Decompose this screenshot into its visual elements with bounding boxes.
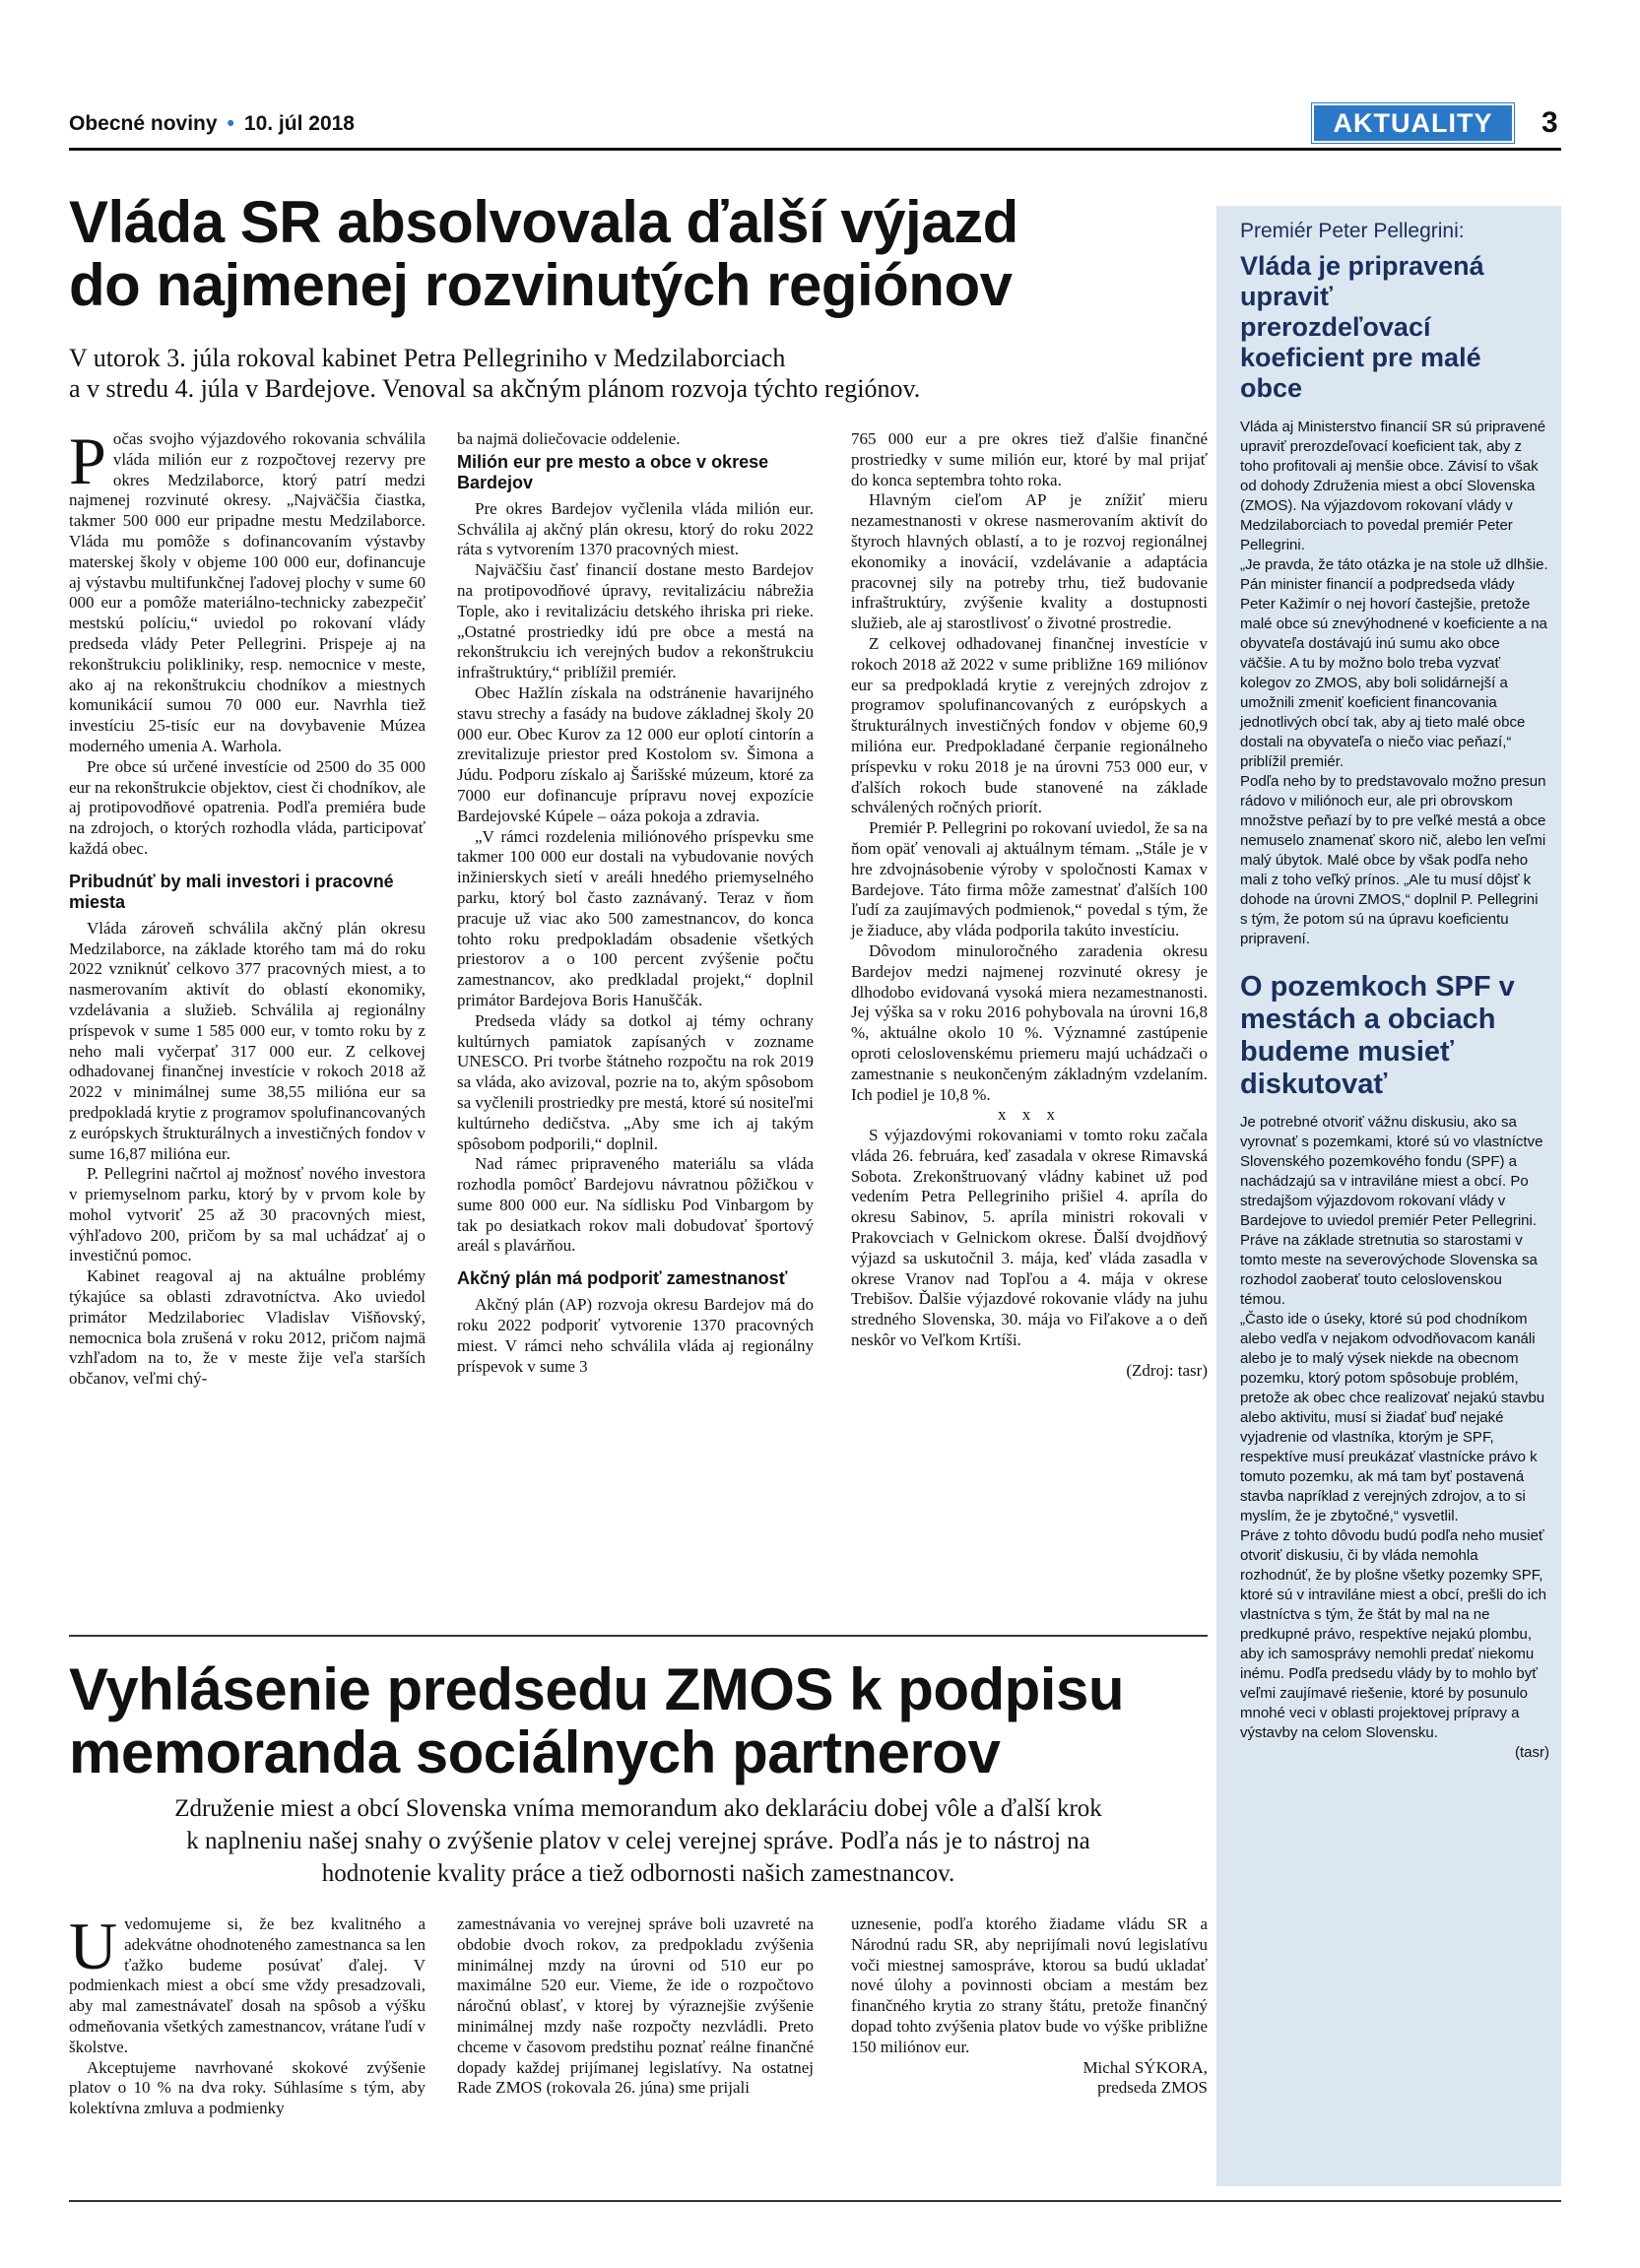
main-headline [69, 191, 1208, 317]
paragraph: Akčný plán (AP) rozvoja okresu Bardejov má do roku 2022 podporiť vytvorenie 1370 pracovných miest. V rámci neho schválila vláda aj regionálny príspevok v sume 3 [457, 1295, 814, 1376]
page-number: 3 [1542, 106, 1558, 139]
sidebar-paragraph: Vláda aj Ministerstvo financií SR sú pripravené upraviť prerozdeľovací koeficient tak, aby z toho profitovali aj menšie obce. Závisí to však od dohody Združenia miest a obcí Slovenska (ZMOS). Na výjazdovom rokovaní vlády v Medzilaborciach to povedal premiér Peter Pellegrini. [1240, 419, 1546, 553]
main-column-2 [457, 429, 814, 1377]
paragraph: uznesenie, podľa ktorého žiadame vládu SR a Národnú radu SR, aby neprijímali novú legislatívu voči miestnej samospráve, ktorou sa budú ukladať nové úlohy a povinnosti obciam a mestám bez finančného krytia zo strany štátu, pretože finančný dopad tohto zvýšenia platov bude vo výške približne 150 miliónov eur. [851, 1914, 1208, 2056]
sidebar-title-2: O pozemkoch SPF v mestách a obciach budeme musieť diskutovať [1240, 971, 1515, 1100]
source-credit: (Zdroj: tasr) [1126, 1360, 1208, 1380]
headline-line: Vláda SR absolvovala ďalší výjazd [69, 189, 1018, 255]
signature-name: Michal SÝKORA, [1082, 2057, 1208, 2077]
paragraph: S výjazdovými rokovaniami v tomto roku začala vláda 26. februára, keď zasadala v okrese Rimavská Sobota. Zrekonštruovaný vládny kabinet už pod vedením Petra Pellegriniho prišiel 4. apríla do okresu Sabinov, 5. apríla ministri rokovali v Prakovciach v Gelnickom okrese. Ďalší dvojdňový výjazd sa uskutočnil 3. mája, keď vláda zasadla v okrese Vranov nad Topľou a 4. mája v okrese Trebišov. Ďalšie výjazdové rokovanie vlády na juhu stredného Slovenska, 30. mája vo Fiľakove a o deň neskôr vo Veľkom Krtíši. [851, 1126, 1208, 1350]
lead-line: a v stredu 4. júla v Bardejove. Venoval sa akčným plánom rozvoja týchto regiónov. [69, 374, 921, 403]
drop-cap: P [69, 423, 106, 498]
article-divider [69, 1635, 1208, 1637]
paragraph: P. Pellegrini načrtol aj možnosť nového investora v priemyselnom parku, ktorý by v prvom kole by mohol vytvoriť 25 až 30 pracovných miest, výhľadovo 200, pričom by sa mal uchádzať aj o investičnú pomoc. [69, 1164, 426, 1265]
lead-line: k naplneniu našej snahy o zvýšenie platov v celej verejnej správe. Podľa nás je to nástroj na [186, 1828, 1090, 1854]
main-lead [69, 343, 1208, 404]
header-rule [69, 148, 1561, 151]
sidebar-paragraph: „Je pravda, že táto otázka je na stole už dlhšie. Pán minister financií a podpredseda vlády Peter Kažimír o nej hovorí častejšie, pretože malé obce sú znevýhodnené v koeficiente a na obyvateľa dostávajú inú sumu ako obce väčšie. A tu by možno bolo treba vyzvať kolegov zo ZMOS, aby boli solidárnejší a umožnili zmeniť koeficient financovania jednotlivých obcí tak, aby aj tieto malé obce dostali na obyvateľa o niečo viac peňazí,“ priblížil premiér. [1240, 556, 1548, 770]
paragraph [69, 423, 426, 757]
lead-line: hodnotenie kvality práce a tiež odbornosti našich zamestnancov. [321, 1860, 955, 1887]
publication-name: Obecné noviny [69, 112, 218, 135]
paragraph: Dôvodom minuloročného zaradenia okresu Bardejov medzi najmenej rozvinuté okresy je dlhodobo evidovaná vysoká miera nezamestnanosti. Jej výška sa v roku 2016 pohybovala na úrovni 16,8 %, aktuálne okolo 10 %. Významné zastúpenie oproti celoslovenskému priemeru majú uchádzači o zamestnanie s neukončeným základným vzdelaním. Ich podiel je 10,8 %. [851, 940, 1208, 1104]
main-column-3 [851, 429, 1208, 1382]
page-header [69, 106, 1561, 142]
signature-role: predseda ZMOS [1097, 2078, 1208, 2098]
lower-column-1 [69, 1909, 426, 2119]
paragraph: Obec Hažlín získala na odstránenie havarijného stavu strechy a fasády na budove základnej školy 20 000 eur. Obec Kurov za 12 000 eur oplotí cintorín a zrevitalizuje priestor pred Kostolom sv. Šimona a Júdu. Podporu získalo aj Šarišské múzeum, ktoré za 7000 eur dofinancuje prípravu novej expozície Bardejovské Kúpele – oáza pokoja a zdravia. [457, 682, 814, 825]
headline-line: do najmenej rozvinutých regiónov [69, 252, 1013, 318]
sidebar [1216, 206, 1561, 2186]
headline-line: memoranda sociálnych partnerov [69, 1719, 1001, 1785]
subheading: Pribudnúť by mali investori i pracovné miesta [69, 871, 394, 912]
headline-line: Vyhlásenie predsedu ZMOS k podpisu [69, 1656, 1124, 1722]
main-column-1 [69, 423, 426, 1390]
sidebar-paragraph: „Často ide o úseky, ktoré sú pod chodníkom alebo vedľa v nejakom odvodňovacom kanáli alebo je to malý výsek niekde na obecnom pozemku, ktorý potom spôsobuje problém, pretože ak obec chce realizovať nejakú stavbu alebo aktivitu, musí si žiadať buď nejaké vyjadrenie od vlastníka, ktorým je SPF, respektíve musí preukázať vlastnícke právo k tomuto pozemku, ak má tam byť postavená stavba napríklad z verejných zdrojov, a to si myslím, že je zbytočné,“ vysvetlil. [1240, 1311, 1545, 1524]
paragraph: zamestnávania vo verejnej správe boli uzavreté na obdobie dvoch rokov, za predpokladu zvýšenia minimálnej mzdy na úrovni od 510 eur po maximálne 520 eur. Vieme, že ide o rozpočtovo náročnú oblasť, v ktorej by výraznejšie zvýšenie minimálnej mzdy naše rozpočty nezvládli. Preto chceme v časovom predstihu poznať reálne finančné dopady každej prijímanej legislatívy. Na ostatnej Rade ZMOS (rokovala 26. júna) sme prijali [457, 1914, 814, 2098]
issue-date: 10. júl 2018 [243, 112, 355, 135]
paragraph: Nad rámec pripraveného materiálu sa vláda rozhodla pomôcť Bardejovu návratnou pôžičkou v sume 800 000 eur. Na sídlisku Pod Vinbargom by tak po desiatkach rokov mali dobudovať športový areál s plavárňou. [457, 1154, 814, 1256]
paragraph: Z celkovej odhadovanej finančnej investície v rokoch 2018 až 2022 v sume približne 169 miliónov eur sa predpokladá krytie z verejných zdrojov z programov spolufinancovaných z európskych a štrukturálnych investičných fondov v objeme 60,9 milióna eur. Predpokladané čerpanie regionálneho príspevku v roku 2018 je na úrovni 753 000 eur, v ďalších rokoch bude stanovené na základe schválených ročných priorít. [851, 633, 1208, 817]
lead-line: V utorok 3. júla rokoval kabinet Petra Pellegriniho v Medzilaborciach [69, 344, 786, 372]
header-separator: • [227, 112, 234, 135]
paragraph [69, 1909, 426, 2058]
paragraph: Akceptujeme navrhované skokové zvýšenie platov o 10 % na dva roky. Súhlasíme s tým, aby kolektívna zmluva a podmienky [69, 2057, 426, 2118]
lead-line: Združenie miest a obcí Slovenska vníma memorandum ako deklaráciu dobej vôle a ďalší krok [174, 1795, 1102, 1822]
bottom-rule [69, 2200, 1561, 2202]
lower-column-3 [851, 1914, 1208, 2099]
sidebar-paragraph: Podľa neho by to predstavovalo možno presun rádovo v miliónoch eur, ale pri obrovskom množstve peňazí by to pre veľké mestá a obce nemuselo znamenať skoro nič, alebo len veľmi malý úbytok. Malé obce by však podľa neho mali z toho veľký prínos. „Ale tu musí dôjsť k dohode na úrovni ZMOS,“ doplnil P. Pellegrini s tým, že potom sú na úpravu koeficientu pripravení. [1240, 773, 1546, 947]
publication-line [69, 112, 355, 135]
sidebar-kicker: Premiér Peter Pellegrini: [1240, 220, 1465, 242]
sidebar-source: (tasr) [1515, 1744, 1549, 1761]
lower-headline [69, 1658, 1208, 1784]
paragraph: Hlavným cieľom AP je znížiť mieru nezamestnanosti v okrese nasmerovaním aktivít do štyroch hlavných oblastí, a to je rozvoj regionálnej ekonomiky a inovácií, vzdelávanie a adaptácia pracovnej sily na potreby trhu, tiež budovanie infraštruktúry, zvýšenie kvality a dostupnosti služieb, ale aj starostlivosť o životné prostredie. [851, 490, 1208, 633]
section-separator: x x x [998, 1105, 1061, 1125]
subheading: Akčný plán má podporiť zamestnanosť [457, 1268, 788, 1289]
paragraph: Pre okres Bardejov vyčlenila vláda milión eur. Schválila aj akčný plán okresu, ktorý do roku 2022 ráta s vytvorením 1370 pracovných miest. [457, 498, 814, 559]
sidebar-title: Vláda je pripravená upraviť prerozdeľovací koeficient pre malé obce [1240, 251, 1484, 403]
paragraph: Premiér P. Pellegrini po rokovaní uviedol, že sa na ňom opäť venovali aj aktuálnym témam. „Stále je v hre zdvojnásobenie výroby v spoločnosti Kamax v Bardejove. Táto firma môže zamestnať ďalších 100 ľudí za zaujímavých podmienok,“ povedal s tým, že je žiaduce, aby vláda podporila takúto investíciu. [851, 818, 1208, 940]
subheading: Milión eur pre mesto a obce v okrese Bardejov [457, 451, 769, 492]
paragraph: 765 000 eur a pre okres tiež ďalšie finančné prostriedky v sume milión eur, ktoré by mal prijať do konca septembra tohto roka. [851, 429, 1208, 489]
sidebar-paragraph: Práve z tohto dôvodu budú podľa neho musieť otvoriť diskusiu, či by vláda nemohla rozhodnúť, že by plošne všetky pozemky SPF, ktoré sú v intraviláne miest a obcí, prešli do ich vlastníctva s tým, že štát by mal na ne predkupné právo, respektíve nejakú plombu, aby ich samosprávy nemohli predať niekomu inému. Podľa predsedu vlády by to mohlo byť veľmi zaujímavé riešenie, ktoré by posunulo mnohé veci v oblasti projektovej prípravy a výstavby na celom Slovensku. [1240, 1527, 1546, 1741]
paragraph: ba najmä doliečovacie oddelenie. [457, 429, 681, 448]
paragraph: Vláda zároveň schválila akčný plán okresu Medzilaborce, na základe ktorého tam má do roku 2022 vzniknúť celkovo 377 pracovných miest, a to nasmerovaním aktivít do oblastí ekonomiky, vzdelávania a služieb. Schválila aj regionálny príspevok v sume 1 585 000 eur, v tomto roku by z neho mali vyčerpať 317 000 eur. Z celkovej odhadovanej finančnej investície v rokoch 2018 až 2022 v minimálnej sume 38,55 milióna eur sa predpokladá krytie z programov spolufinancovaných z európskych štrukturálnych a investičných fondov v sume 16,87 milióna eur. [69, 918, 426, 1163]
paragraph-text: očas svojho výjazdového rokovania schválila vláda milión eur z rozpočtovej rezervy pre okres Medzilaborce, ktorý patrí medzi najmenej rozvinuté okresy. „Najväčšia čiastka, takmer 500 000 eur pripadne mestu Medzilaborce. Vláda mu pomôže s dofinancovaním výstavby materskej školy v objeme 100 000 eur, dofinancuje aj výstavbu multifunkčnej ľadovej plochy v sume 60 000 eur a pomôže materiálno-technicky zabezpečiť mestskú políciu,“ uviedol po rokovaní vlády predseda vlády Peter Pellegrini. Prispeje aj na rekonštrukciu polikliniky, resp. nemocnice v meste, ako aj na rekonštrukciu chodníkov a miestnych komunikácií sumou 70 000 eur. Navrhla tiež investíciu 25-tisíc eur na dovybavenie Múzea moderného umenia A. Warhola. [69, 429, 426, 755]
paragraph: Predseda vlády sa dotkol aj témy ochrany kultúrnych pamiatok zapísaných v zozname UNESCO. Pri tvorbe štátneho rozpočtu na rok 2019 sa vláda, ako avizoval, pozrie na to, akým spôsobom sa vyčlenili prostriedky pre mestá, ktoré sú nositeľmi kultúrneho dedičstva. „Aby sme ich aj takým spôsobom podporili,“ doplnil. [457, 1010, 814, 1153]
paragraph: Najväčšiu časť financií dostane mesto Bardejov na protipovodňové úpravy, revitalizáciu nábrežia Tople, ako i revitalizáciu detského ihriska pri rieke. „Ostatné prostriedky idú pre obce a mestá na rekonštrukciu ich verejných budov a rekonštrukciu infraštruktúry,“ priblížil premiér. [457, 560, 814, 682]
paragraph: Kabinet reagoval aj na aktuálne problémy týkajúce sa oblasti zdravotníctva. Ako uviedol primátor Medzilaboriec Vladislav Višňovský, nemocnica bola zrušená v roku 2012, pričom najmä vzhľadom na to, že v meste žije veľa starších občanov, veľmi chý- [69, 1266, 426, 1389]
paragraph: „V rámci rozdelenia miliónového príspevku sme takmer 100 000 eur dostali na vybudovanie nových inžinierskych sietí v areáli hnedého priemyselného parku, ktorý bol často zaznávaný. Teraz v ňom pracuje už viac ako 500 zamestnancov, do konca tohto roku predpokladám obsadenie všetkých priestorov a o 100 percent zvýšenie počtu zamestnancov, ako predkladal projekt,“ doplnil primátor Bardejova Boris Hanuščák. [457, 826, 814, 1009]
section-label: AKTUALITY [1312, 103, 1514, 143]
lower-lead [69, 1792, 1208, 1890]
drop-cap: U [69, 1909, 118, 1983]
paragraph: Pre obce sú určené investície od 2500 do 35 000 eur na rekonštrukcie objektov, ciest či chodníkov, ale aj protipovodňové opatrenia. Podľa premiéra bude na zdrojoch, o ktorých rozhodla vláda, participovať každá obec. [69, 756, 426, 858]
sidebar-paragraph: Je potrebné otvoriť vážnu diskusiu, ako sa vyrovnať s pozemkami, ktoré sú vo vlastníctve Slovenského pozemkového fondu (SPF) a nachádzajú sa v intraviláne miest a obcí. Po stredajšom výjazdovom rokovaní vlády v Bardejove to uviedol premiér Peter Pellegrini. Práve na základe stretnutia so starostami v tomto meste na severovýchode Slovenska sa rozhodol zaoberať touto celoslovenskou témou. [1240, 1114, 1543, 1308]
lower-column-2 [457, 1914, 814, 2099]
paragraph-text: vedomujeme si, že bez kvalitného a adekvátne ohodnoteného zamestnanca sa len ťažko budeme posúvať ďalej. V podmienkach miest a obcí sme vždy presadzovali, aby mal zamestnávateľ dosah na spôsob a výšku odmeňovania všetkých zamestnancov, vrátane ľudí v školstve. [69, 1914, 426, 2056]
